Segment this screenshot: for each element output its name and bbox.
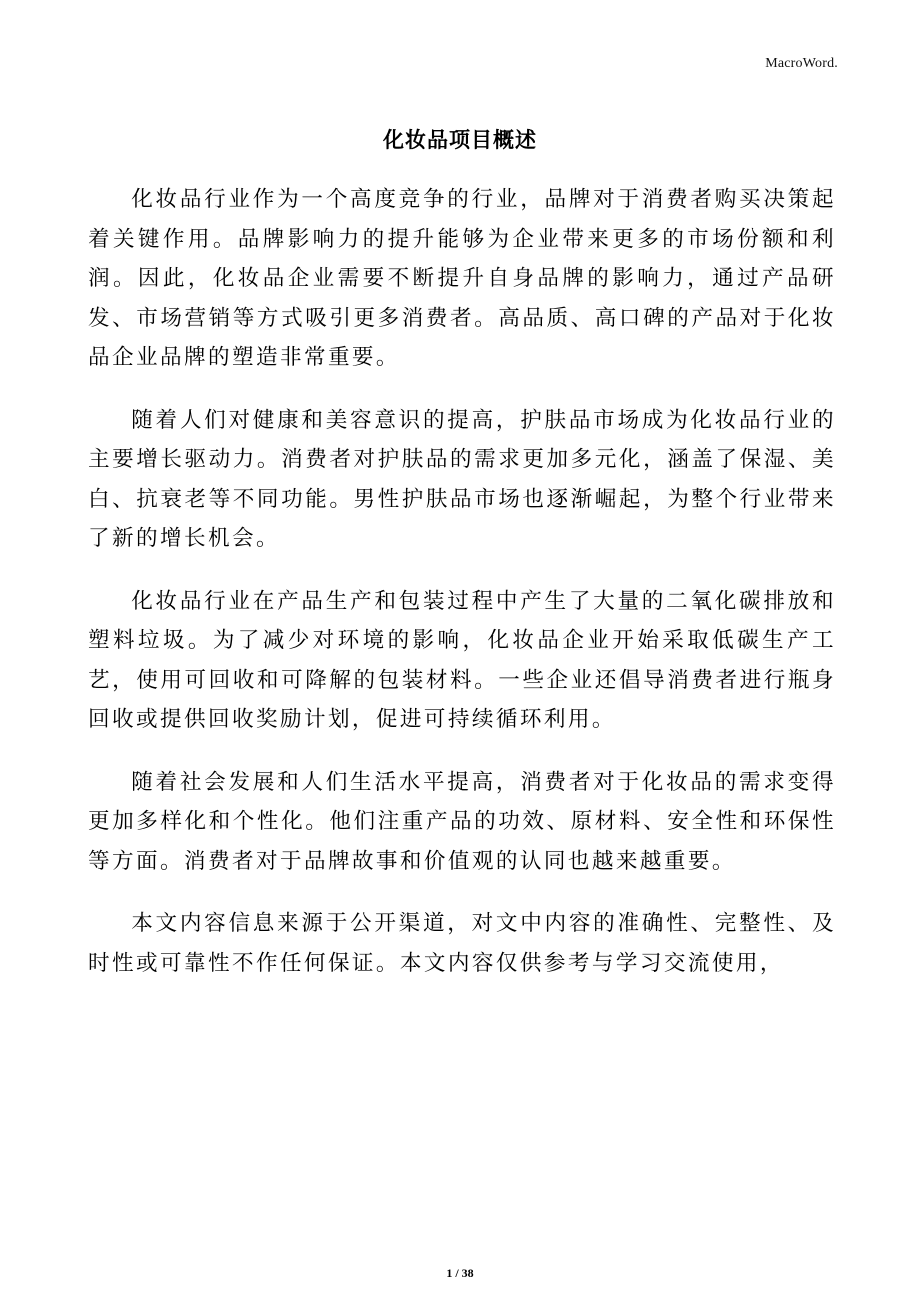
paragraph-3: 化妆品行业在产品生产和包装过程中产生了大量的二氧化碳排放和塑料垃圾。为了减少对环境的影响，化妆品企业开始采取低碳生产工艺，使用可回收和可降解的包装材料。一些企业还倡导消费者进行瓶身回收或提供回收奖励计划，促进可持续循环利用。 <box>88 588 836 732</box>
paragraph-5: 本文内容信息来源于公开渠道，对文中内容的准确性、完整性、及时性或可靠性不作任何保证。本文内容仅供参考与学习交流使用， <box>88 911 836 976</box>
page-number: 1 / 38 <box>446 1266 474 1280</box>
page-title: 化妆品项目概述 <box>383 128 537 152</box>
paragraph-2: 随着人们对健康和美容意识的提高，护肤品市场成为化妆品行业的主要增长驱动力。消费者对护肤品的需求更加多元化，涵盖了保湿、美白、抗衰老等不同功能。男性护肤品市场也逐渐崛起，为整个行业带来了新的增长机会。 <box>88 407 836 551</box>
paragraph-4: 随着社会发展和人们生活水平提高，消费者对于化妆品的需求变得更加多样化和个性化。他们注重产品的功效、原材料、安全性和环保性等方面。消费者对于品牌故事和价值观的认同也越来越重要。 <box>88 769 836 874</box>
document-body <box>88 180 836 1006</box>
header-brand: MacroWord. <box>765 56 838 71</box>
paragraph-1: 化妆品行业作为一个高度竞争的行业，品牌对于消费者购买决策起着关键作用。品牌影响力的提升能够为企业带来更多的市场份额和利润。因此，化妆品企业需要不断提升自身品牌的影响力，通过产品研发、市场营销等方式吸引更多消费者。高品质、高口碑的产品对于化妆品企业品牌的塑造非常重要。 <box>88 187 836 370</box>
